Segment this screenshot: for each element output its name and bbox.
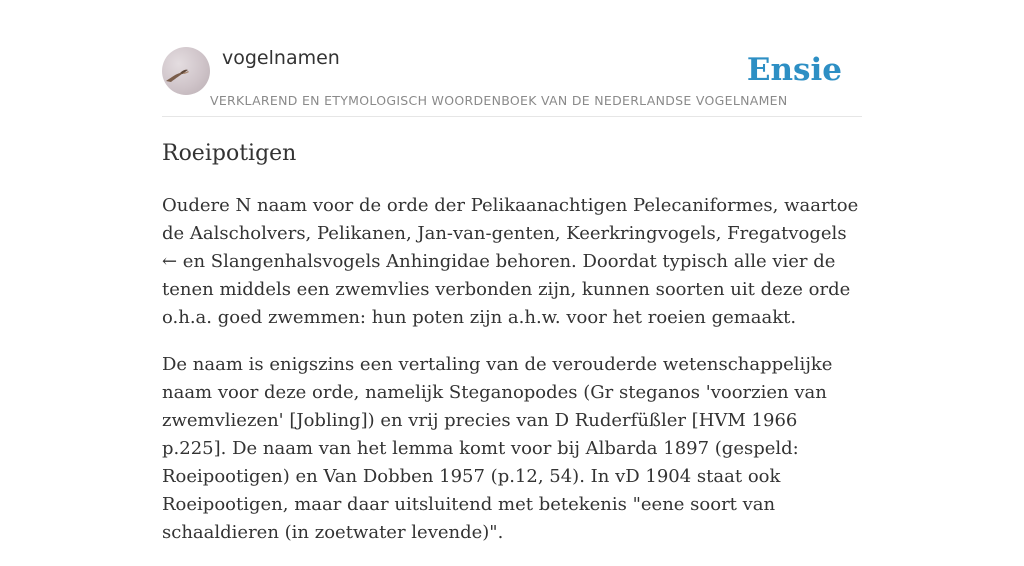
ensie-logo[interactable]: Ensie — [746, 52, 842, 88]
entry-body — [162, 192, 862, 566]
entry-paragraph-1: Oudere N naam voor de orde der Pelikaanachtigen Pelecaniformes, waartoe de Aalscholvers, Pelikanen, Jan-van-genten, Keerkringvogels, Fregatvogels ← en Slangenhalsvogels Anhingidae behoren. Doordat typisch alle vier de tenen middels een zwemvlies verbonden zijn, kunnen soorten uit deze orde o.h.a. goed zwemmen: hun poten zijn a.h.w. voor het roeien gemaakt. — [162, 195, 859, 328]
site-tagline: VERKLAREND EN ETYMOLOGISCH WOORDENBOEK VAN DE NEDERLANDSE VOGELNAMEN — [210, 93, 788, 108]
entry-title: Roeipotigen — [162, 141, 297, 166]
site-name[interactable]: vogelnamen — [222, 47, 340, 69]
site-header — [162, 46, 862, 117]
bird-photo-icon[interactable] — [162, 47, 210, 95]
entry-paragraph-2: De naam is enigszins een vertaling van de verouderde wetenschappelijke naam voor deze orde, namelijk Steganopodes (Gr steganos 'voorzien van zwemvliezen' [Jobling]) en vrij precies van D Ruderfüßler [HVM 1966 p.225]. De naam van het lemma komt voor bij Albarda 1897 (gespeld: Roeipootigen) en Van Dobben 1957 (p.12, 54). In vD 1904 staat ook Roeipootigen, maar daar uitsluitend met betekenis "eene soort van schaaldieren (in zoetwater levende)". — [162, 354, 833, 543]
